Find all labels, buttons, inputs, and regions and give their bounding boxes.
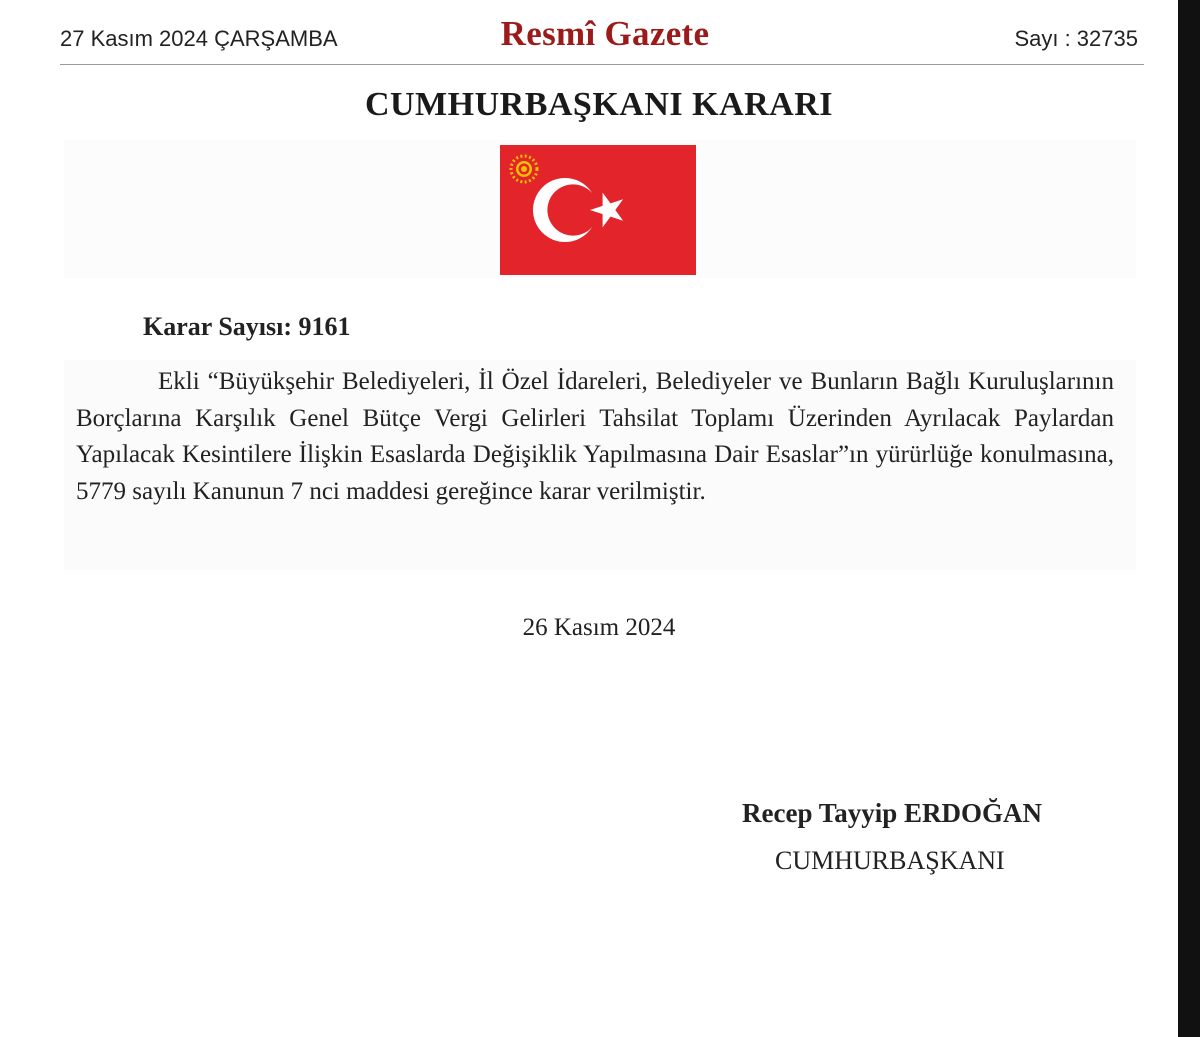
decision-body-text: Ekli “Büyükşehir Belediyeleri, İl Özel İdareleri, Belediyeler ve Bunların Bağlı Kuruluşlarının Borçlarına Karşılık Genel Bütçe Vergi Gelirleri Tahsilat Toplamı Üzerinden Ayrılacak Paylardan Yapılacak Kesintilere İlişkin Esaslarda Değişiklik Yapılmasına Dair Esaslar”ın yürürlüğe konulmasına, 5779 sayılı Kanunun 7 nci maddesi gereğince karar verilmiştir. — [76, 368, 1114, 505]
decision-date: 26 Kasım 2024 — [522, 614, 676, 641]
header-divider — [60, 64, 1144, 65]
window-edge — [1178, 0, 1200, 1037]
signatory-name: Recep Tayyip ERDOĞAN — [742, 798, 1043, 828]
document-heading: CUMHURBAŞKANI KARARI — [364, 86, 834, 123]
header-date: 27 Kasım 2024 ÇARŞAMBA — [60, 26, 338, 51]
newspaper-title: Resmî Gazete — [500, 14, 710, 53]
decision-number: Karar Sayısı: 9161 — [143, 312, 351, 341]
signatory-title: CUMHURBAŞKANI — [775, 846, 1005, 875]
turkish-presidential-flag-icon — [500, 145, 696, 275]
issue-number: Sayı : 32735 — [1014, 26, 1138, 51]
